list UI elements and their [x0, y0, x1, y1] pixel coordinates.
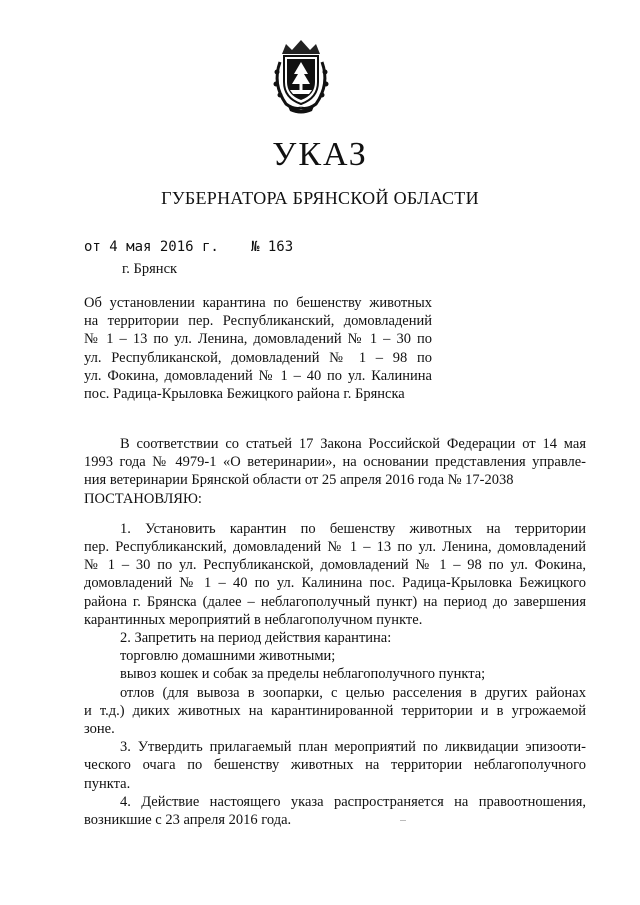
decree-date: от 4 мая 2016 г. [84, 239, 219, 255]
item-3-line: пункта. [84, 775, 131, 792]
item-2-line: 2. Запретить на период действия карантина: [120, 630, 392, 647]
scan-dot [400, 820, 406, 821]
item-3-line: 3. Утвердить прилагаемый план мероприятий по ликвидации эпизооти- [120, 739, 586, 756]
preamble-line: В соответствии со статьей 17 Закона Российской Федерации от 14 мая [120, 436, 586, 452]
item-1-line: 1. Установить карантин по бешенству животных на территории [120, 520, 586, 537]
item-2-line: торговлю домашними животными; [120, 648, 336, 665]
preamble-line: ния ветеринарии Брянской области от 25 апреля 2016 года № 17-2038 [84, 472, 514, 489]
decree-subject [84, 294, 432, 403]
item-2-line: отлов (для вывоза в зоопарки, с целью расселения в других районах [120, 684, 586, 701]
subject-line: на территории пер. Республиканский, домовладений [84, 313, 432, 330]
decree-title: УКАЗ [272, 136, 368, 173]
item-3-line: ческого очага по бешенству животных на территории неблагополучного [84, 757, 586, 774]
item-1-line: № 1 – 30 по ул. Республиканской, домовладений № 1 – 98 по ул. Фокина, [84, 557, 586, 574]
item-2-line: и т.д.) диких животных на карантинированной территории и в угрожаемой [84, 702, 586, 719]
item-2-line: зоне. [84, 721, 115, 738]
subject-line: Об установлении карантина по бешенству животных [84, 295, 432, 311]
item-4-line: возникшие с 23 апреля 2016 года. [84, 812, 292, 829]
decree-number: № 163 [251, 239, 294, 255]
coat-of-arms-icon [268, 38, 334, 114]
decree-body [84, 435, 586, 829]
decree-city: г. Брянск [122, 261, 178, 277]
resolution-word: ПОСТАНОВЛЯЮ: [84, 490, 202, 507]
item-2-line: вывоз кошек и собак за пределы неблагополучного пункта; [120, 666, 486, 683]
item-1-line: карантинных мероприятий в неблагополучном пункте. [84, 611, 423, 628]
item-1-line: района г. Брянска (далее – неблагополучный пункт) на период до завершения [84, 593, 586, 610]
item-4-line: 4. Действие настоящего указа распространяется на правоотношения, [120, 793, 586, 810]
item-1-line: пер. Республиканский, домовладений № 1 – 13 по ул. Ленина, домовладений [84, 539, 586, 556]
subject-line: № 1 – 13 по ул. Ленина, домовладений № 1 – 30 по [84, 331, 432, 348]
subject-line: ул. Фокина, домовладений № 1 – 40 по ул. Калинина [84, 367, 432, 384]
subject-line: пос. Радица-Крыловка Бежицкого района г. Брянска [84, 386, 405, 403]
item-1-line: домовладений № 1 – 40 по ул. Калинина пос. Радица-Крыловка Бежицкого [84, 575, 586, 592]
decree-subtitle: ГУБЕРНАТОРА БРЯНСКОЙ ОБЛАСТИ [161, 188, 479, 208]
subject-line: ул. Республиканской, домовладений № 1 – 98 по [84, 349, 432, 366]
preamble-line: 1993 года № 4979-1 «О ветеринарии», на основании представления управле- [84, 454, 586, 471]
